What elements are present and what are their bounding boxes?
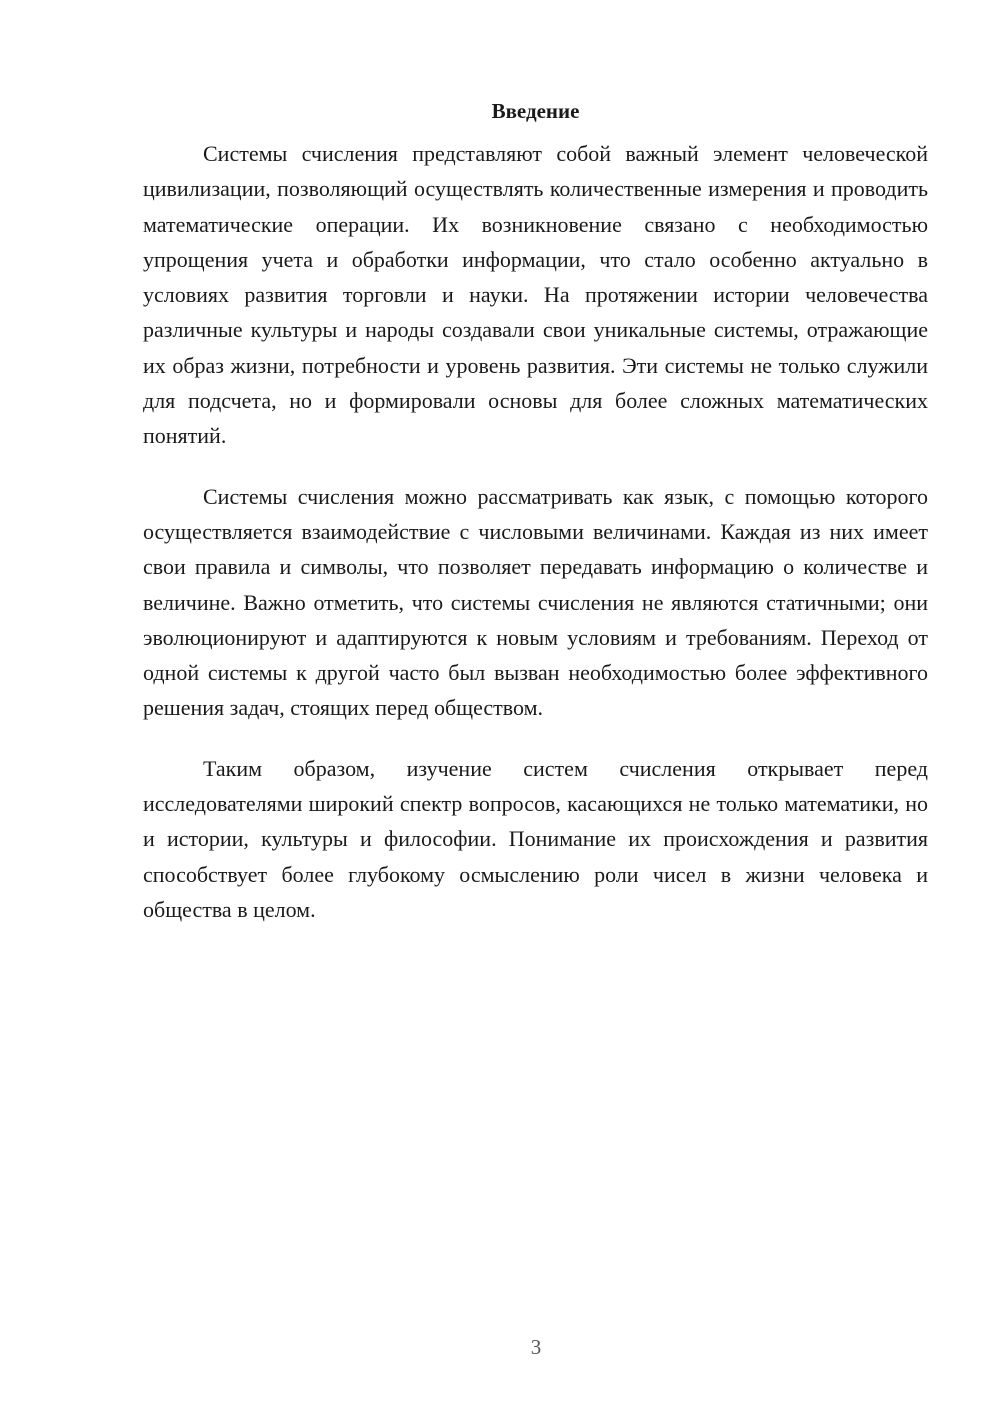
paragraph-2: Системы счисления можно рассматривать как язык, с помощью которого осуществляется взаимодействие с числовыми величинами. Каждая из них имеет свои правила и символы, что позволяет передавать информацию о количестве и величине. Важно отметить, что системы счисления не являются статичными; они эволюционируют и адаптируются к новым условиям и требованиям. Переход от одной системы к другой часто был вызван необходимостью более эффективного решения задач, стоящих перед обществом. [143,483,928,721]
paragraph-1: Системы счисления представляют собой важный элемент человеческой цивилизации, позволяющий осуществлять количественные измерения и проводить математические операции. Их возникновение связано с необходимостью упрощения учета и обработки информации, что стало особенно актуально в условиях развития торговли и науки. На протяжении истории человечества различные культуры и народы создавали свои уникальные системы, отражающие их образ жизни, потребности и уровень развития. Эти системы не только служили для подсчета, но и формировали основы для более сложных математических понятий. [143,141,928,449]
section-heading: Введение [491,99,580,123]
page-number: 3 [530,1335,542,1359]
page-content [143,96,928,952]
paragraph-3: Таким образом, изучение систем счисления открывает перед исследователями широкий спектр вопросов, касающихся не только математики, но и истории, культуры и философии. Понимание их происхождения и развития способствует более глубокому осмыслению роли чисел в жизни человека и общества в целом. [143,755,928,922]
